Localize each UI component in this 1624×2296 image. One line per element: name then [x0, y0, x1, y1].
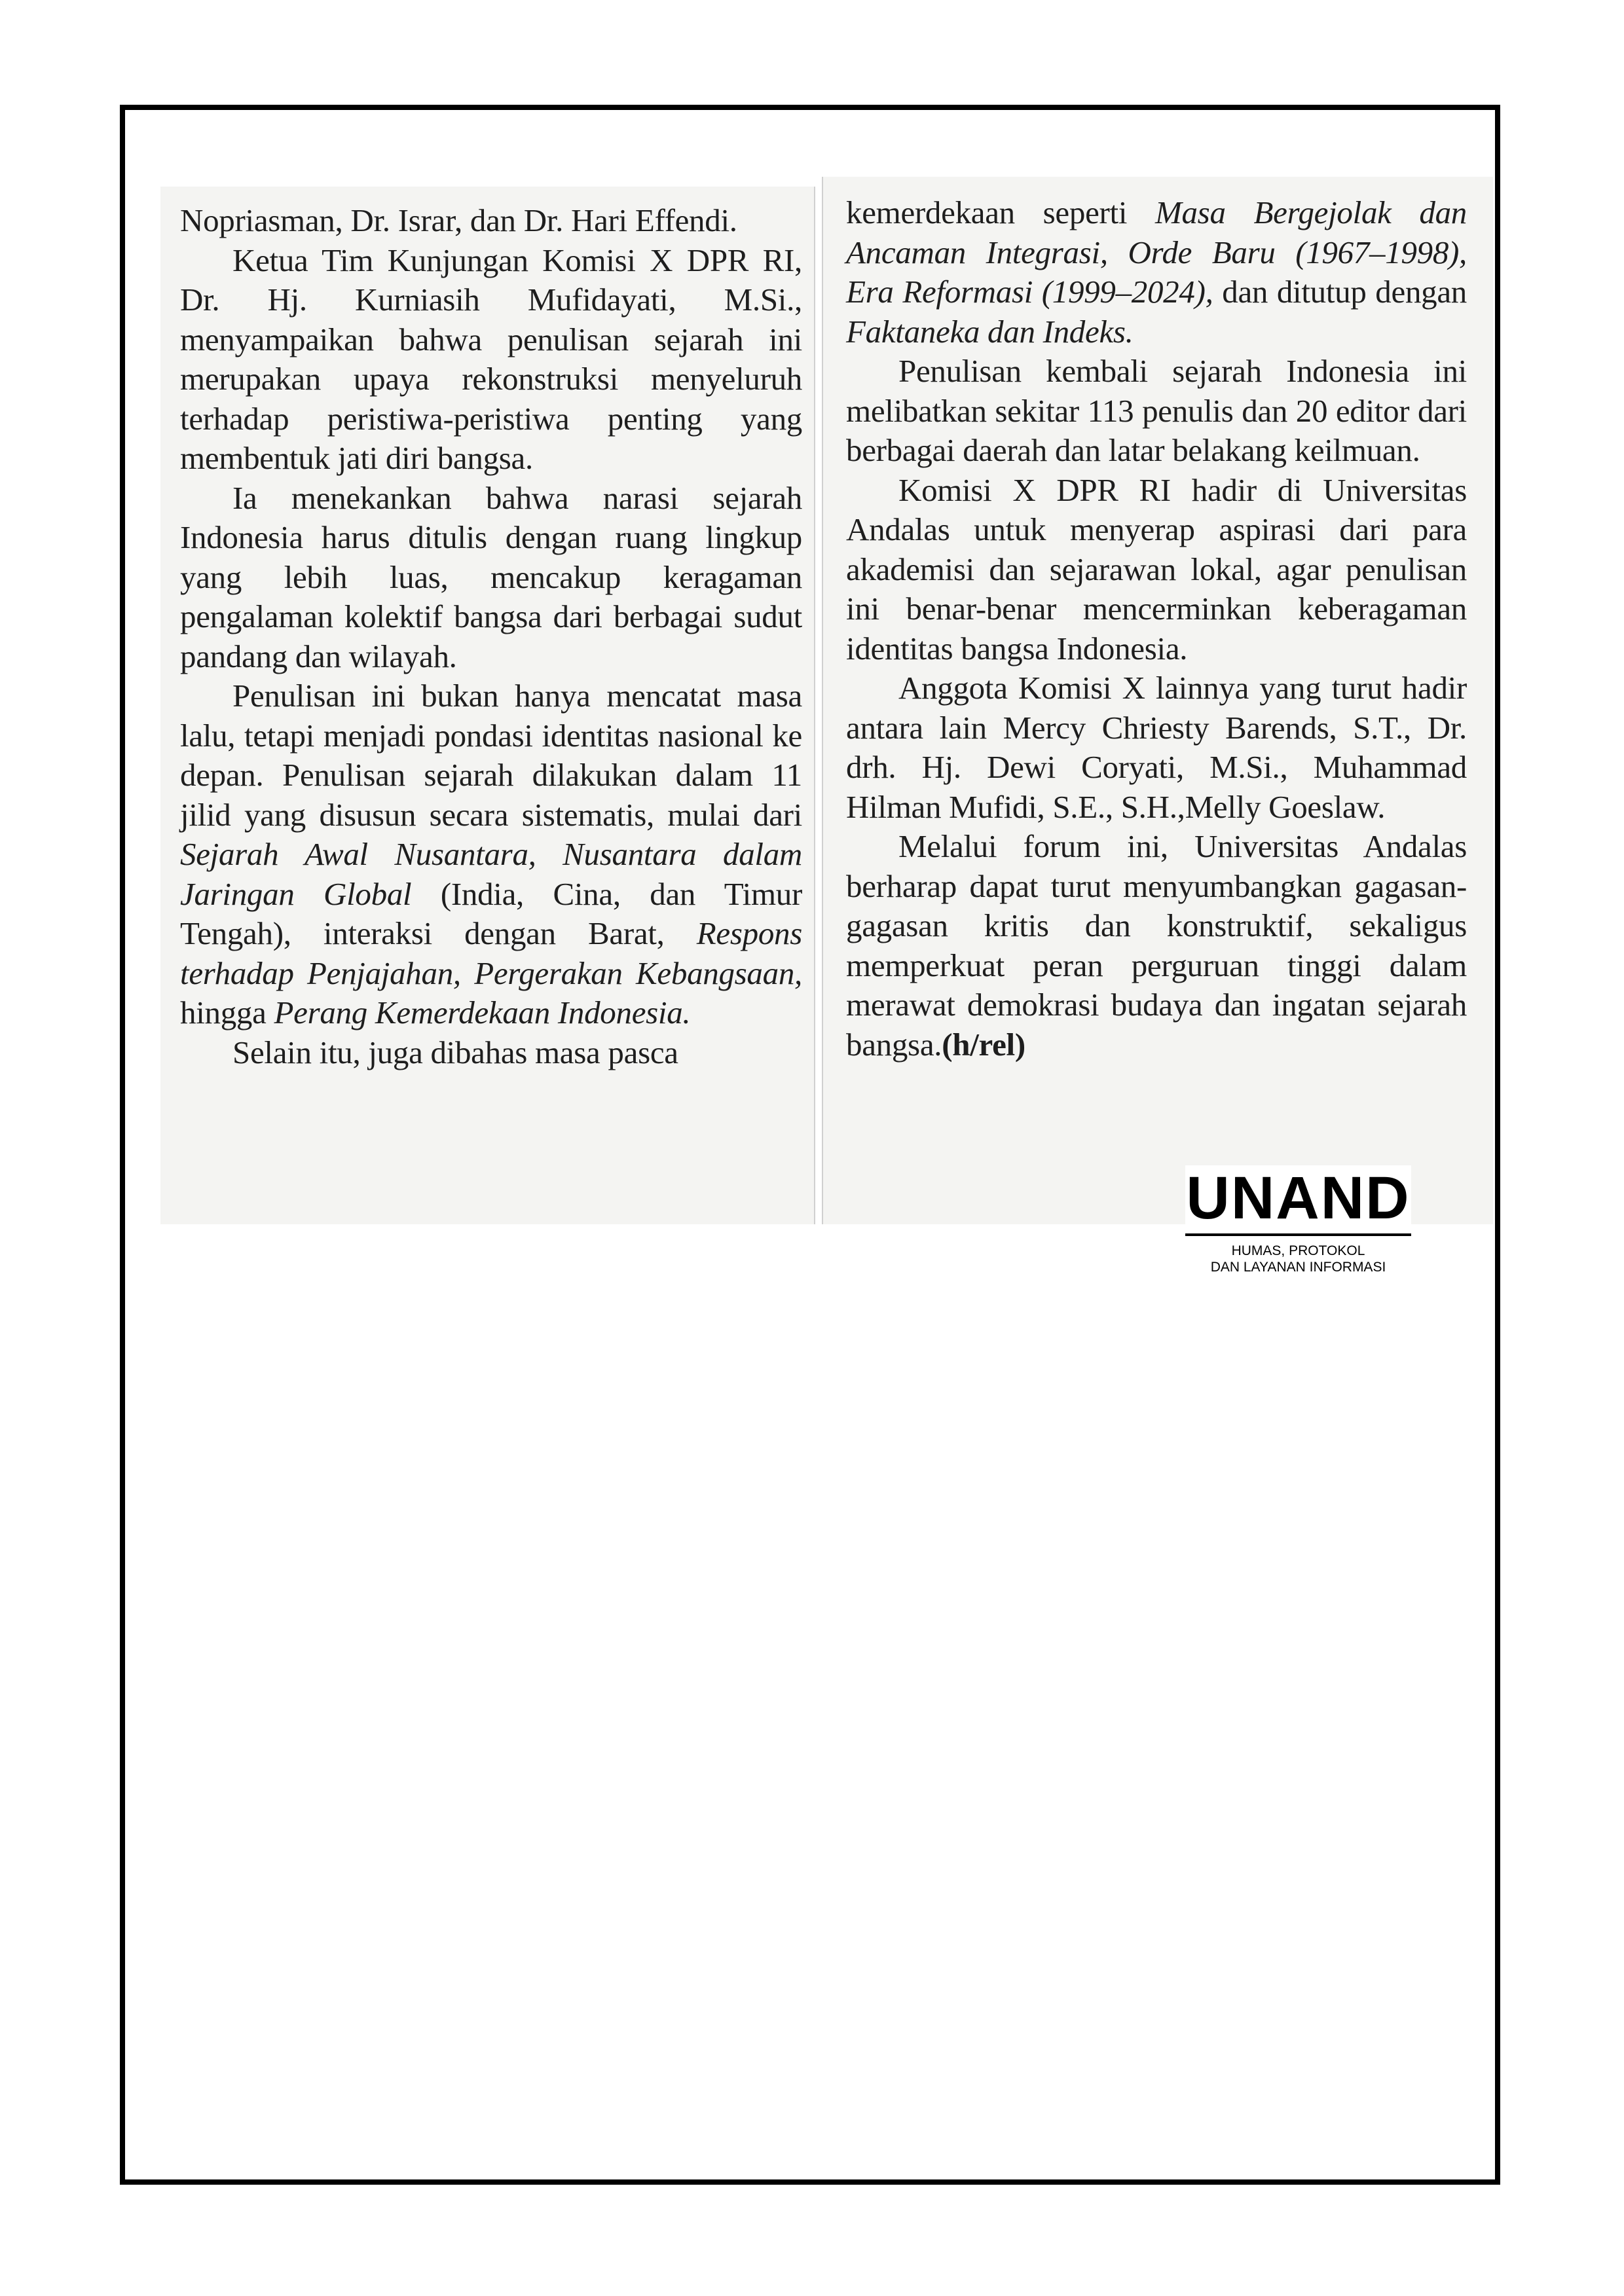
right-p5-credit: (h/rel) — [942, 1026, 1025, 1063]
left-paragraph-1: Nopriasman, Dr. Israr, dan Dr. Hari Effendi. — [180, 202, 737, 238]
left-p4-text-1: Penulisan ini bukan hanya mencatat masa lalu, tetapi menjadi pondasi identitas nasional ke depan. Penulisan sejarah dilakukan dalam 11 jilid yang disusun secara sistematis, mulai dari — [180, 678, 802, 833]
left-paragraph-3: Ia menekankan bahwa narasi sejarah Indonesia harus ditulis dengan ruang lingkup yang lebih luas, mencakup keragaman pengalaman kolektif bangsa dari berbagai sudut pandang dan wilayah. — [180, 479, 802, 674]
left-p4-text-2: (India, Cina, dan Timur Tengah), interaksi dengan Barat, — [180, 875, 802, 951]
right-paragraph-3: Komisi X DPR RI hadir di Universitas Andalas untuk menyerap aspirasi dari para akademisi dan sejarawan lokal, agar penulisan ini benar-benar mencerminkan keberagaman identitas bangsa Indonesia. — [846, 471, 1467, 666]
right-paragraph-2: Penulisan kembali sejarah Indonesia ini melibatkan sekitar 113 penulis dan 20 editor dari berbagai daerah dan latar belakang keilmuan. — [846, 353, 1467, 468]
left-paragraph-5: Selain itu, juga dibahas masa pasca — [232, 1034, 678, 1070]
left-paragraph-2: Ketua Tim Kunjungan Komisi X DPR RI, Dr. Hj. Kurniasih Mufidayati, M.Si., menyampaikan bahwa penulisan sejarah ini merupakan upaya rekonstruksi menyeluruh terhadap peristiwa-peristiwa penting yang membentuk jati diri bangsa. — [180, 242, 802, 476]
right-p1-text-2: dan ditutup dengan — [1213, 274, 1467, 310]
right-p1-text-1: kemerdekaan seperti — [846, 194, 1155, 230]
right-p5-text: Melalui forum ini, Universitas Andalas berharap dapat turut menyumbangkan gagasan-gagasan kritis dan konstruktif, sekaligus memperkuat peran perguruan tinggi dalam merawat demokrasi budaya dan ingatan sejarah bangsa. — [846, 828, 1467, 1063]
right-p1-italic-1: Masa Bergejolak dan Ancaman Integrasi, Orde Baru (1967–1998), Era Reformasi (1999–2024), — [846, 194, 1467, 310]
left-p4-italic-1: Sejarah Awal Nusantara, Nusantara dalam Jaringan Global — [180, 836, 802, 912]
right-paragraph-1 — [846, 193, 1467, 352]
left-p4-italic-3: Perang Kemerdekaan Indonesia. — [274, 994, 691, 1030]
left-column-text — [180, 201, 802, 1072]
left-p4-italic-2: Respons terhadap Penjajahan, Pergerakan Kebangsaan, — [180, 915, 802, 991]
right-p1-italic-2: Faktaneka dan Indeks. — [846, 313, 1134, 350]
left-paragraph-4 — [180, 676, 802, 1033]
left-p4-text-3: hingga — [180, 994, 274, 1030]
right-paragraph-5 — [846, 827, 1467, 1065]
logo-subtitle-line-1: HUMAS, PROTOKOL — [1231, 1243, 1365, 1258]
clipping-left-column — [160, 187, 815, 1224]
clipping-right-column — [822, 177, 1493, 1224]
unand-logo — [1185, 1165, 1411, 1275]
logo-name: UNAND — [1185, 1165, 1411, 1236]
logo-subtitle-line-2: DAN LAYANAN INFORMASI — [1210, 1260, 1386, 1275]
right-paragraph-4: Anggota Komisi X lainnya yang turut hadir antara lain Mercy Chriesty Barends, S.T., Dr. drh. Hj. Dewi Coryati, M.Si., Muhammad Hilman Mufidi, S.E., S.H.,Melly Goeslaw. — [846, 670, 1467, 825]
right-column-text — [846, 193, 1467, 1065]
